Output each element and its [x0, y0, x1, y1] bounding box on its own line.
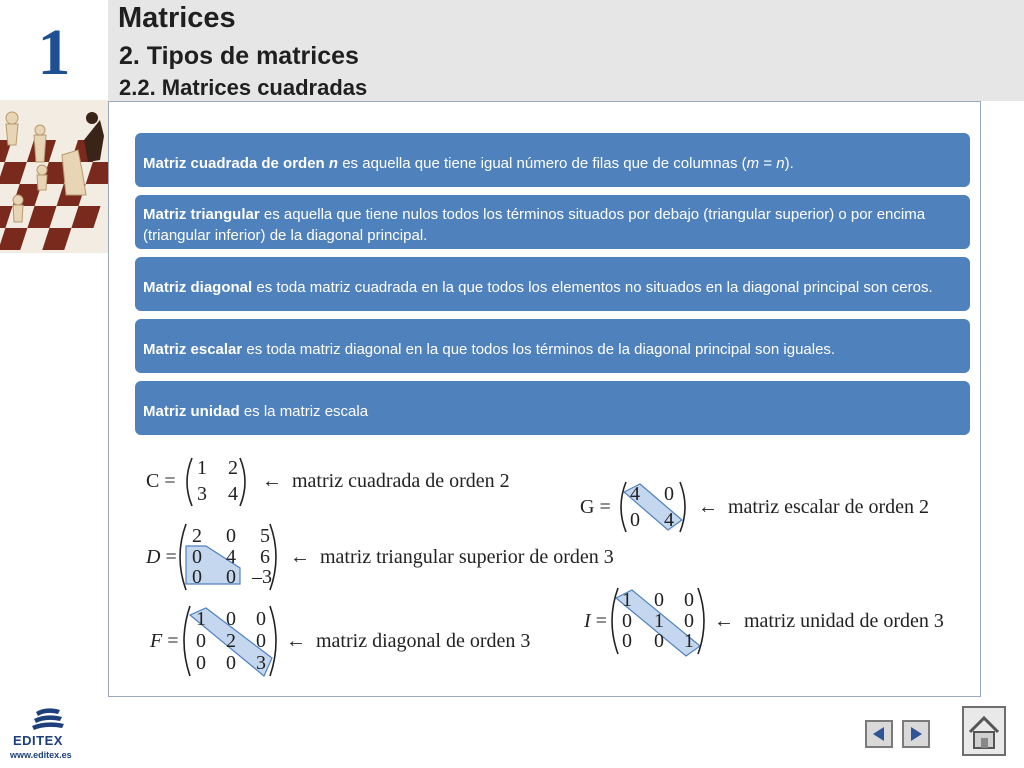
matrix-f-name: F =	[150, 630, 179, 652]
matrix-d-cell: 0	[226, 566, 236, 588]
matrix-g-cell: 4	[630, 483, 640, 505]
matrix-f-cell: 3	[256, 652, 266, 674]
matrix-d-cell: 0	[192, 566, 202, 588]
matrix-c-description: ← matriz cuadrada de orden 2	[262, 470, 510, 492]
matrix-i-name: I =	[584, 610, 607, 632]
matrix-d-cell: 6	[260, 546, 270, 568]
previous-button[interactable]	[865, 720, 893, 748]
matrix-i-description: ← matriz unidad de orden 3	[714, 610, 944, 632]
definition-triangular-matrix: Matriz triangular es aquella que tiene nulos todos los términos situados por debajo (triangular superior) o por encima (triangular inferior) de la diagonal principal.	[135, 195, 970, 249]
arrow-icon: ←	[290, 546, 310, 568]
matrix-g-name: G =	[580, 496, 611, 518]
matrix-g-cell: 4	[664, 509, 674, 531]
matrix-f-cell: 2	[226, 630, 236, 652]
arrow-icon: ←	[698, 496, 718, 518]
matrix-c-cell: 2	[228, 457, 238, 479]
matrix-i-cell: 0	[684, 610, 694, 632]
definition-diagonal-matrix: Matriz diagonal es toda matriz cuadrada en la que todos los elementos no situados en la diagonal principal son ceros.	[135, 257, 970, 311]
arrow-icon: ←	[714, 610, 734, 632]
page-title: Matrices	[118, 2, 236, 34]
matrix-i-cell: 0	[654, 589, 664, 611]
matrix-g-cell: 0	[664, 483, 674, 505]
arrow-icon: ←	[286, 630, 306, 652]
next-button[interactable]	[902, 720, 930, 748]
matrix-f-cell: 0	[196, 630, 206, 652]
arrow-left-icon	[870, 725, 888, 743]
home-icon	[964, 708, 1004, 754]
page-subtitle: 2. Tipos de matrices	[119, 42, 359, 70]
definition-scalar-matrix: Matriz escalar es toda matriz diagonal en la que todos los términos de la diagonal principal son iguales.	[135, 319, 970, 373]
matrix-c-cell: 1	[197, 457, 207, 479]
footer-url[interactable]: www.editex.es	[10, 750, 72, 760]
matrix-i-cell: 0	[622, 610, 632, 632]
definition-square-matrix: Matriz cuadrada de orden n es aquella que tiene igual número de filas que de columnas (m = n).	[135, 133, 970, 187]
matrix-i-cell: 0	[654, 630, 664, 652]
section-title: 2.2. Matrices cuadradas	[119, 75, 368, 100]
matrix-i-cell: 1	[622, 589, 632, 611]
matrix-f-cell: 0	[196, 652, 206, 674]
matrix-d-cell: 0	[226, 525, 236, 547]
matrix-d-cell: –3	[252, 566, 272, 588]
matrix-i-cell: 1	[684, 630, 694, 652]
matrix-c-cell: 3	[197, 483, 207, 505]
matrix-g-cell: 0	[630, 509, 640, 531]
arrow-icon: ←	[262, 470, 282, 492]
matrix-c-name: C =	[146, 470, 176, 492]
home-button[interactable]	[962, 706, 1006, 756]
matrix-d-cell: 2	[192, 525, 202, 547]
matrix-c-cell: 4	[228, 483, 238, 505]
chapter-number: 1	[37, 16, 71, 89]
matrix-d-description: ← matriz triangular superior de orden 3	[290, 546, 614, 568]
matrix-f-cell: 0	[256, 630, 266, 652]
matrix-i-cell: 0	[684, 589, 694, 611]
matrix-g-description: ← matriz escalar de orden 2	[698, 496, 930, 518]
matrix-f-cell: 0	[226, 608, 236, 630]
matrix-f-description: ← matriz diagonal de orden 3	[286, 630, 531, 652]
arrow-right-icon	[907, 725, 925, 743]
matrix-f-cell: 0	[226, 652, 236, 674]
matrix-d-cell: 0	[192, 546, 202, 568]
definition-identity-matrix: Matriz unidad es la matriz escala	[135, 381, 970, 435]
matrix-f-cell: 1	[196, 608, 206, 630]
matrix-i-cell: 0	[622, 630, 632, 652]
matrix-i-cell: 1	[654, 610, 664, 632]
matrix-d-name: D =	[146, 546, 177, 568]
matrix-d-cell: 4	[226, 546, 236, 568]
matrix-f-cell: 0	[256, 608, 266, 630]
logo-text: EDITEX	[13, 733, 63, 748]
matrix-d-cell: 5	[260, 525, 270, 547]
